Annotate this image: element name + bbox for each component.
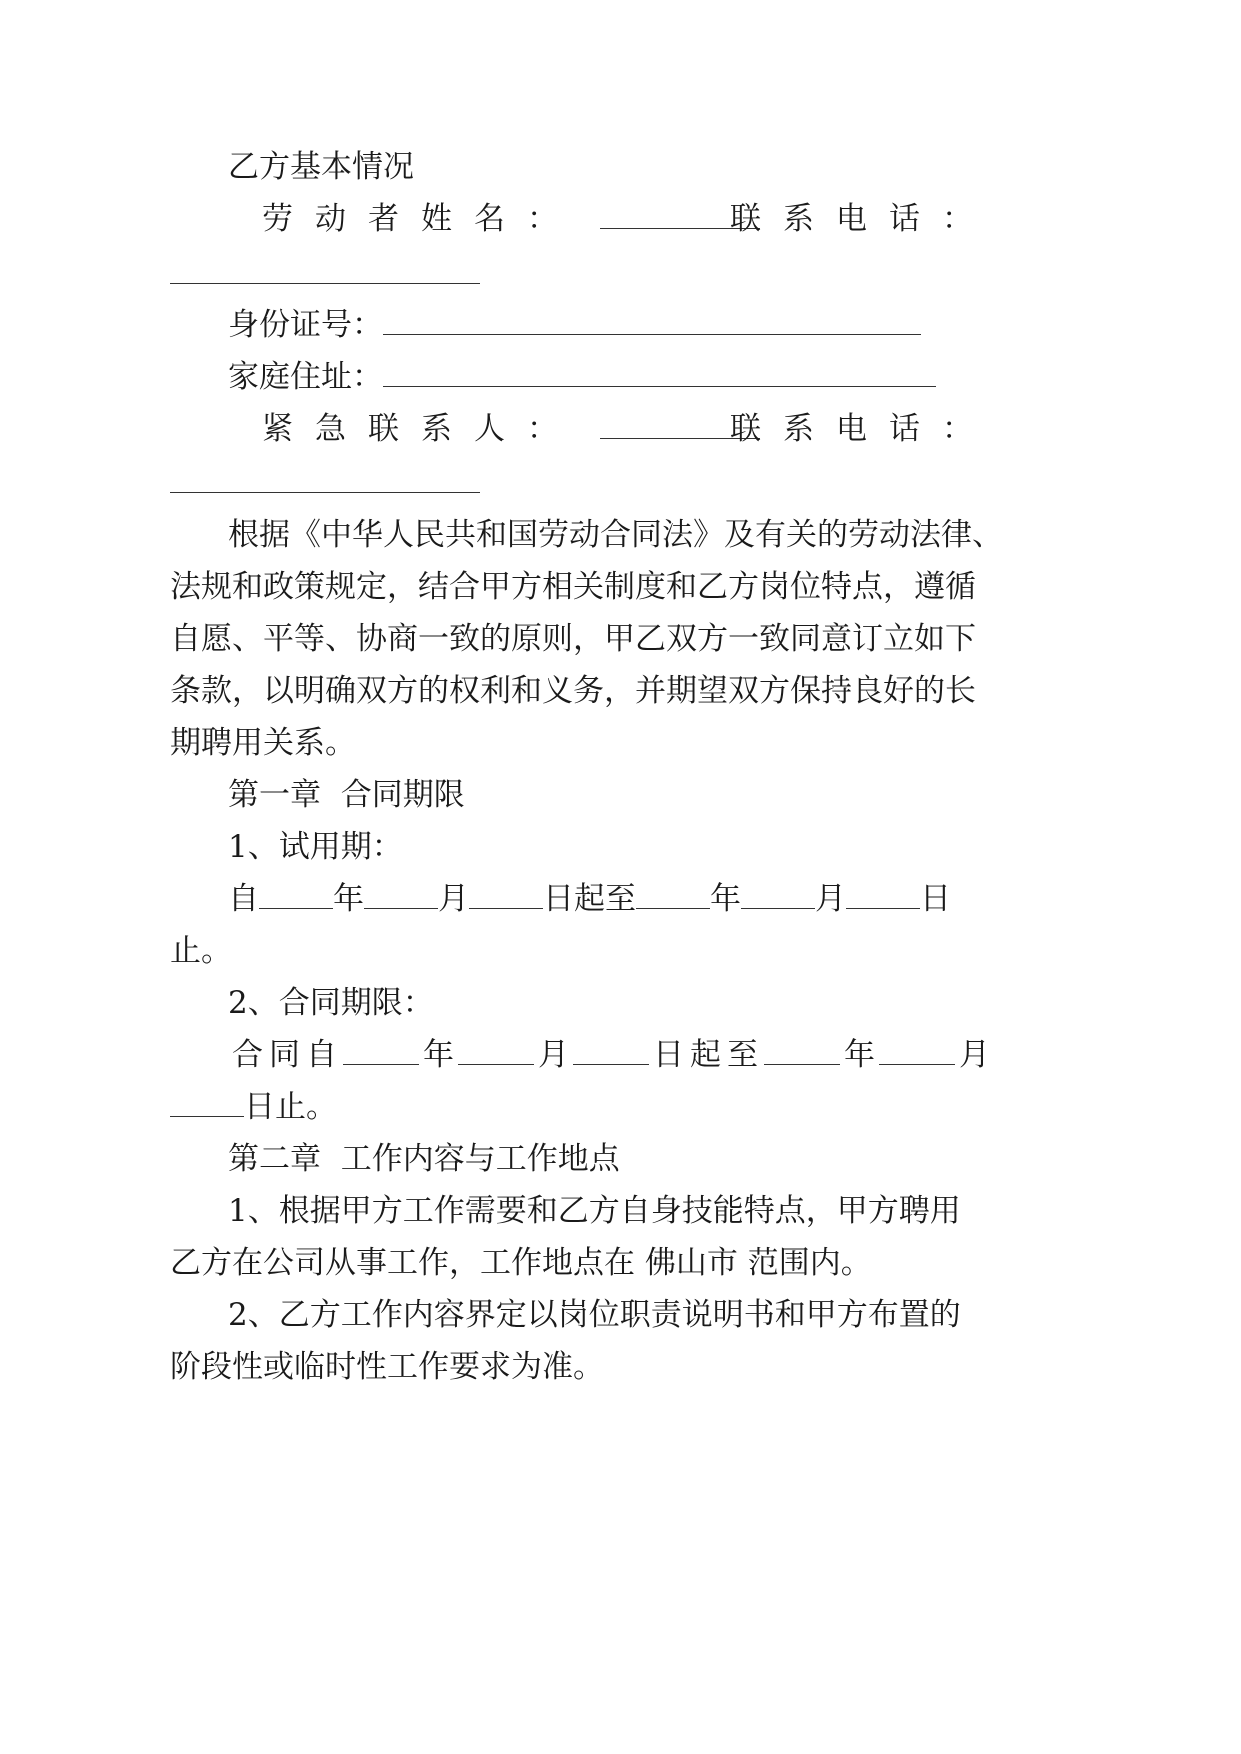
- term-end-month-blank[interactable]: [879, 1036, 955, 1065]
- home-address-blank[interactable]: [383, 358, 936, 387]
- emergency-contact-label: 紧急联系人：: [262, 411, 580, 447]
- month-text: 月: [538, 1037, 569, 1073]
- section-heading-party-b: 乙方基本情况: [228, 149, 414, 185]
- worker-name-row: [262, 199, 760, 239]
- trial-start-day-blank[interactable]: [469, 880, 543, 909]
- chapter-2-item-1-line-2: 乙方在公司从事工作，工作地点在 佛山市 范围内。: [170, 1245, 872, 1281]
- term-end-year-blank[interactable]: [764, 1036, 840, 1065]
- term-start-month-blank[interactable]: [458, 1036, 534, 1065]
- trial-end-year-blank[interactable]: [636, 880, 710, 909]
- id-number-blank[interactable]: [383, 306, 921, 335]
- term-end-day-blank[interactable]: [170, 1088, 244, 1117]
- id-number-label: 身份证号：: [228, 307, 383, 343]
- day-text: 日: [920, 881, 951, 917]
- term-from-text: 合同自: [232, 1037, 343, 1073]
- day-from-text: 日起至: [543, 881, 636, 917]
- month-text: 月: [815, 881, 846, 917]
- contract-term-label: 2、合同期限：: [228, 985, 434, 1021]
- preamble-line-2: 法规和政策规定，结合甲方相关制度和乙方岗位特点，遵循: [170, 569, 976, 605]
- worker-name-label: 劳动者姓名：: [262, 201, 580, 237]
- chapter-2-item-2-line-2: 阶段性或临时性工作要求为准。: [170, 1349, 604, 1385]
- home-address-row: [228, 357, 936, 397]
- worker-phone-blank[interactable]: [170, 283, 480, 284]
- year-text: 年: [333, 881, 364, 917]
- month-text: 月: [959, 1037, 990, 1073]
- id-number-row: [228, 305, 921, 345]
- trial-start-month-blank[interactable]: [364, 880, 438, 909]
- day-from-text: 日起至: [653, 1037, 764, 1073]
- preamble-line-3: 自愿、平等、协商一致的原则，甲乙双方一致同意订立如下: [170, 621, 976, 657]
- contract-term-dates: [232, 1035, 990, 1075]
- year-text: 年: [844, 1037, 875, 1073]
- term-start-year-blank[interactable]: [343, 1036, 419, 1065]
- trial-end-text: 止。: [170, 933, 232, 969]
- term-start-day-blank[interactable]: [573, 1036, 649, 1065]
- year-text: 年: [423, 1037, 454, 1073]
- trial-from-text: 自: [228, 881, 259, 917]
- chapter-2-item-1-line-1: 1、根据甲方工作需要和乙方自身技能特点，甲方聘用: [228, 1193, 961, 1229]
- term-end-text: 日止。: [244, 1089, 337, 1125]
- preamble-line-5: 期聘用关系。: [170, 725, 356, 761]
- trial-end-month-blank[interactable]: [741, 880, 815, 909]
- emergency-phone-label: 联系电话：: [730, 411, 995, 447]
- trial-start-year-blank[interactable]: [259, 880, 333, 909]
- emergency-contact-row: [262, 409, 760, 449]
- home-address-label: 家庭住址：: [228, 359, 383, 395]
- contract-term-end: [170, 1087, 337, 1127]
- trial-end-day-blank[interactable]: [846, 880, 920, 909]
- trial-period-dates: [228, 879, 951, 919]
- chapter-2-item-2-line-1: 2、乙方工作内容界定以岗位职责说明书和甲方布置的: [228, 1297, 961, 1333]
- chapter-1-title: 第一章 合同期限: [228, 777, 465, 813]
- preamble-line-1: 根据《中华人民共和国劳动合同法》及有关的劳动法律、: [228, 517, 1003, 553]
- month-text: 月: [438, 881, 469, 917]
- emergency-phone-blank[interactable]: [170, 492, 480, 493]
- worker-phone-label: 联系电话：: [730, 201, 995, 237]
- preamble-line-4: 条款，以明确双方的权利和义务，并期望双方保持良好的长: [170, 673, 976, 709]
- trial-period-label: 1、试用期：: [228, 829, 403, 865]
- year-text: 年: [710, 881, 741, 917]
- chapter-2-title: 第二章 工作内容与工作地点: [228, 1141, 620, 1177]
